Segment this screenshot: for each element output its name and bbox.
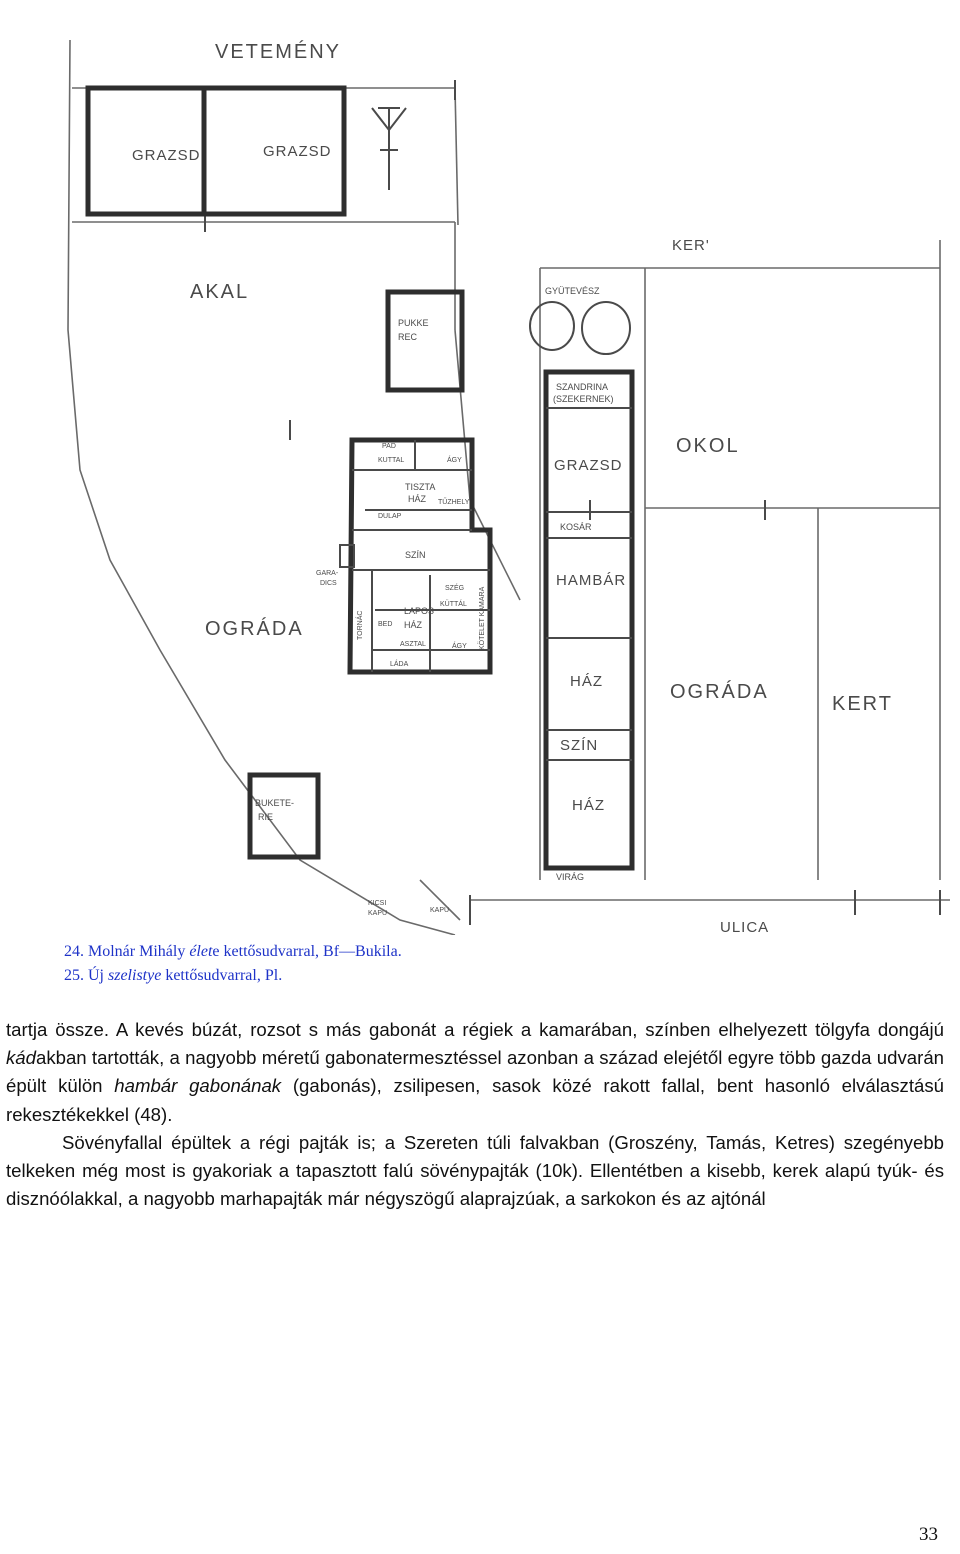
label-kicsi-kapu-1: KICSI bbox=[368, 900, 387, 907]
label-tiszta-haz-2: HÁZ bbox=[408, 494, 426, 504]
label-szeg: SZÉG bbox=[445, 585, 465, 592]
caption-24: 24. Molnár Mihály élete kettősudvarral, Bf—Bukila. bbox=[64, 943, 402, 960]
page-number: 33 bbox=[919, 1524, 938, 1545]
label-buketerie-1: BUKETE- bbox=[255, 798, 295, 808]
label-kotel-kamara: KÖTELET KAMARA bbox=[479, 586, 486, 650]
right-building-row bbox=[546, 372, 632, 868]
label-ker: KER' bbox=[672, 237, 710, 254]
label-szin-1: SZÍN bbox=[405, 550, 426, 560]
label-kosar: KOSÁR bbox=[560, 522, 592, 532]
label-szandrina-1: SZANDRINA bbox=[556, 382, 609, 392]
label-kert: KERT bbox=[832, 693, 893, 715]
label-bed: BED bbox=[378, 621, 393, 628]
haystack-1 bbox=[530, 302, 574, 350]
label-kicsi-kapu-2: KAPU bbox=[368, 910, 388, 917]
label-lada: LÁDA bbox=[390, 661, 409, 668]
body-text bbox=[6, 1016, 944, 1213]
label-grazsd-2: GRAZSD bbox=[263, 143, 332, 160]
label-vetemeny: VETEMÉNY bbox=[215, 41, 342, 63]
label-garadics-2: DICS bbox=[320, 580, 337, 587]
label-lapos-haz-1: LAPOS bbox=[404, 606, 435, 616]
paragraph-1: tartja össze. A kevés búzát, rozsot s más gabonát a régiek a kamarában, színben elhelyezett tölgyfa dongájú kádakban tartották, a nagyobb méretű gabonatermesztéssel azonban a század elejétől egyre több gazda udvarán épült külön hambár gabonának (gabonás), zsilipesen, sasok közé rakott fallal, bent hasonló elválasztású rekesztékekkel (48). bbox=[6, 1019, 944, 1125]
caption-25: 25. Új szelistye kettősudvarral, Pl. bbox=[64, 967, 283, 984]
label-buketerie-2: RIE bbox=[258, 812, 274, 822]
label-dulap: DULAP bbox=[378, 513, 402, 520]
label-agy-1: ÁGY bbox=[447, 457, 462, 464]
label-garadics-1: GARA- bbox=[316, 570, 339, 577]
label-lapos-haz-2: HÁZ bbox=[404, 620, 422, 630]
label-asztal: ASZTAL bbox=[400, 641, 426, 648]
label-grazsd-1: GRAZSD bbox=[132, 147, 201, 164]
label-agy-2: ÁGY bbox=[452, 643, 467, 650]
label-tornac: TORNÁC bbox=[357, 610, 364, 640]
label-haz-2: HÁZ bbox=[572, 797, 605, 814]
figure-captions bbox=[64, 940, 402, 988]
label-hambar: HAMBÁR bbox=[556, 572, 627, 589]
fence-lines bbox=[68, 40, 950, 935]
label-pukke-1: PUKKE bbox=[398, 318, 429, 328]
label-szandrina-2: (SZEKERNEK) bbox=[553, 394, 614, 404]
label-gyutevesz: GYÜTEVÉSZ bbox=[545, 286, 600, 296]
label-ograda-1: OGRÁDA bbox=[205, 618, 304, 640]
label-kapu: KAPU bbox=[430, 907, 450, 914]
label-okol: OKOL bbox=[676, 435, 740, 457]
label-tuzhely: TŰZHELY bbox=[438, 499, 470, 506]
label-kuttal: KUTTAL bbox=[378, 457, 405, 464]
label-tiszta-haz-1: TISZTA bbox=[405, 482, 436, 492]
label-kuttal-2: KÜTTÁL bbox=[440, 601, 467, 608]
label-szin-2: SZÍN bbox=[560, 737, 599, 754]
label-ulica: ULICA bbox=[720, 919, 770, 935]
label-akal: AKAL bbox=[190, 281, 250, 303]
label-ograda-2: OGRÁDA bbox=[670, 681, 769, 703]
label-pad: PAD bbox=[382, 443, 396, 450]
paragraph-2: Sövényfallal épültek a régi pajták is; a Szereten túli falvakban (Groszény, Tamás, Ketres) szegényebb telkeken még most is gyakoriak a tapasztott falú sövénypajták (10k). Ellentétben a kisebb, kerek alapú tyúk- és disznóólakkal, a nagyobb marhapajták már négyszögű alaprajzúak, a sarkokon és az ajtónál bbox=[6, 1131, 944, 1210]
label-haz-1: HÁZ bbox=[570, 673, 603, 690]
label-pukke-2: REC bbox=[398, 332, 418, 342]
label-grazsd-3: GRAZSD bbox=[554, 457, 623, 474]
label-virag: VIRÁG bbox=[556, 872, 585, 882]
well-sweep-icon bbox=[372, 108, 406, 190]
haystack-2 bbox=[582, 302, 630, 354]
